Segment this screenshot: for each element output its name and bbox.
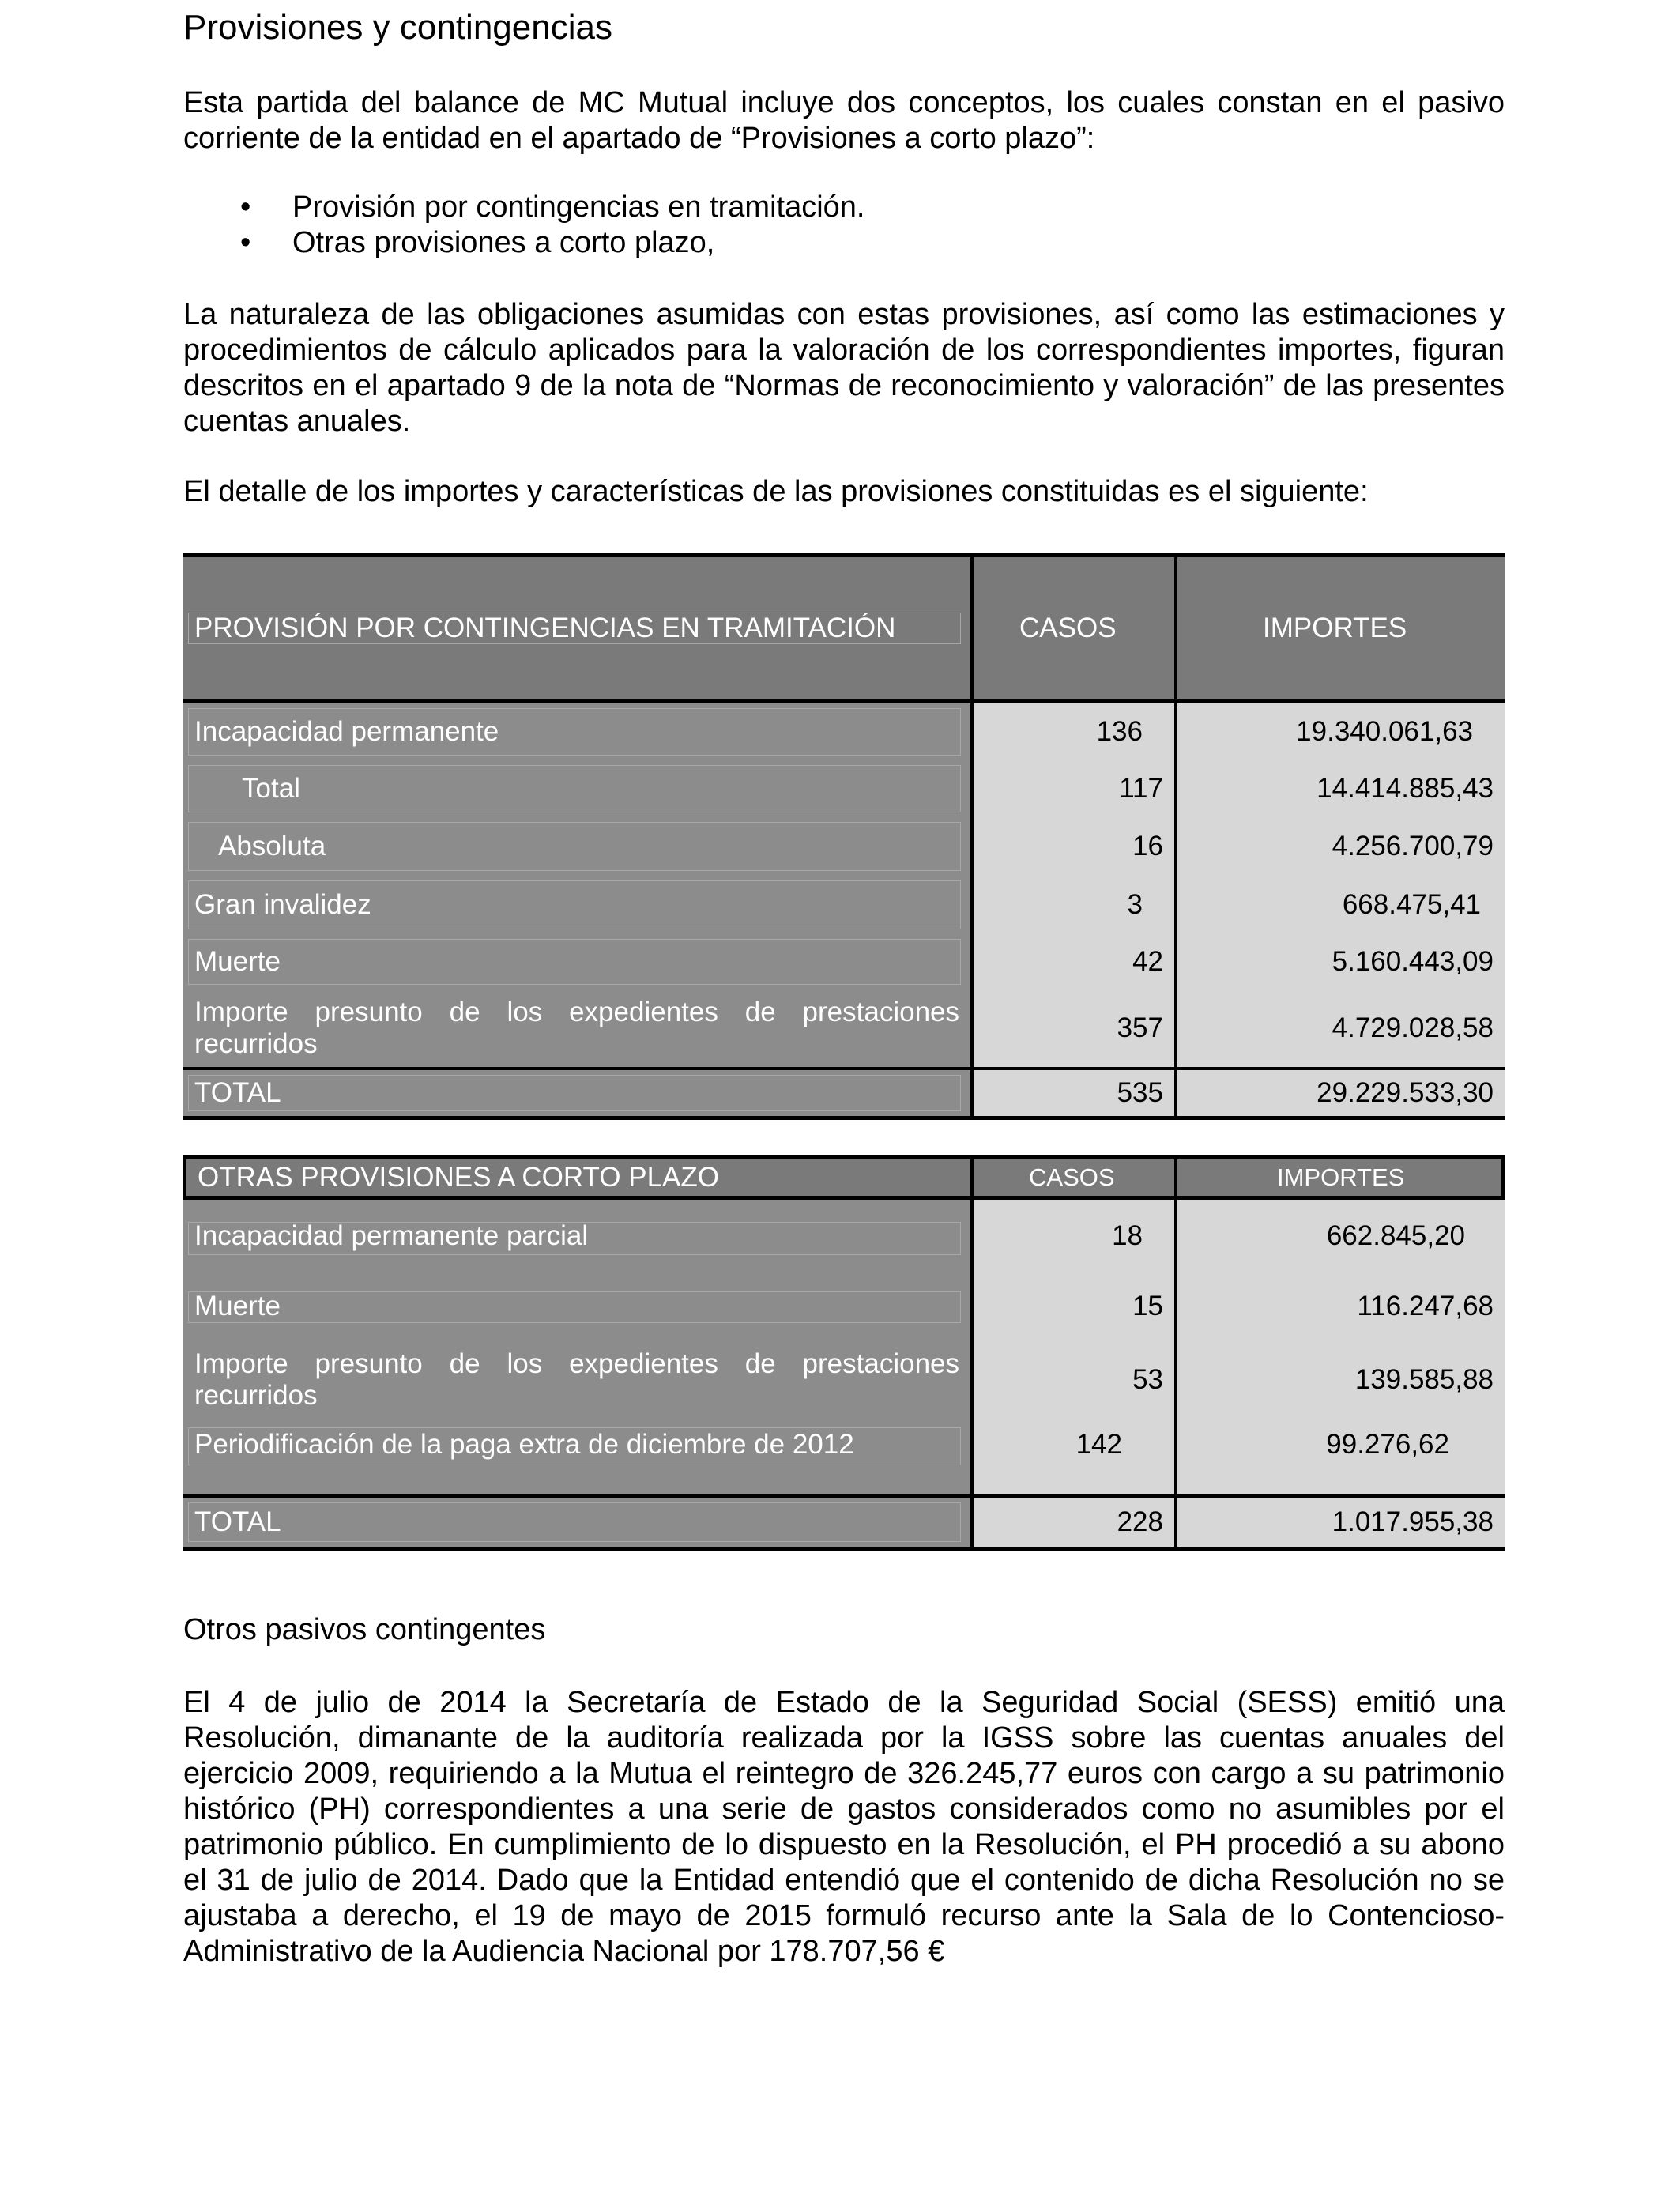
cell-frame [188,1502,961,1542]
row-importe: 116.247,68 [1174,1272,1505,1340]
table-row [183,703,1505,760]
row-importe: 139.585,88 [1174,1340,1505,1419]
header-casos-label: CASOS [1029,1163,1115,1191]
table-row [183,876,1505,934]
table-row [183,760,1505,817]
total-importe: 29.229.533,30 [1174,1070,1505,1116]
contingent-liabilities-paragraph: El 4 de julio de 2014 la Secretaría de Estado de la Seguridad Social (SESS) emitió una Resolución, dimanante de la auditoría realizada por la IGSS sobre las cuentas anuales del ejercicio 2009, requiriendo a la Mutua el reintegro de 326.245,77 euros con cargo a su patrimonio histórico (PH) correspondientes a una serie de gastos considerados como no asumibles por el patrimonio público. En cumplimiento de lo dispuesto en la Resolución, el PH procedió a su abono el 31 de julio de 2014. Dado que la Entidad entendió que el contenido de dicha Resolución no se ajustaba a derecho, el 19 de mayo de 2015 formuló recurso ante la Sala de lo Contencioso-Administrativo de la Audiencia Nacional por 178.707,56 € [183,1686,1505,1968]
bullet-icon: • [240,226,251,259]
header-concept [186,1159,970,1196]
intro-paragraph: Esta partida del balance de MC Mutual incluye dos conceptos, los cuales constan en el pasivo corriente de la entidad en el apartado de “Provisiones a corto plazo”: [183,86,1505,155]
total-casos: 535 [970,1070,1174,1116]
row-label-cell [183,1200,970,1272]
table-row [183,1272,1505,1340]
row-label: Incapacidad permanente parcial [194,1220,589,1251]
header-concept [183,557,970,699]
row-importe: 662.845,20 [1174,1200,1505,1272]
table-row [183,1340,1505,1419]
table-row [183,990,1505,1070]
row-importe: 668.475,41 [1174,876,1505,934]
row-casos: 357 [970,990,1174,1067]
row-casos: 18 [970,1200,1174,1272]
header-concept-label: OTRAS PROVISIONES A CORTO PLAZO [198,1162,719,1193]
list-item-text: Otras provisiones a corto plazo, [292,226,715,259]
header-casos-label: CASOS [1019,613,1117,643]
table-row [183,817,1505,876]
subsection-title: Otros pasivos contingentes [183,1613,546,1646]
table-row [183,934,1505,990]
cell-frame [188,1075,961,1111]
row-label: Absoluta [218,831,326,861]
row-casos: 3 [970,876,1174,934]
total-label: TOTAL [194,1077,281,1108]
row-casos: 117 [970,760,1174,817]
total-label-cell [183,1070,970,1116]
row-casos: 16 [970,817,1174,876]
table-row [183,1419,1505,1494]
row-label-cell [183,1340,970,1419]
list-item-text: Provisión por contingencias en tramitación. [292,190,865,224]
header-importes-label: IMPORTES [1263,613,1407,643]
detail-paragraph: El detalle de los importes y características de las provisiones constituidas es el siguiente: [183,475,1369,508]
row-label-cell [183,934,970,990]
row-importe: 19.340.061,63 [1174,703,1505,760]
list-item [183,225,865,261]
nature-paragraph: La naturaleza de las obligaciones asumidas con estas provisiones, así como las estimaciones y procedimientos de cálculo aplicados para la valoración de los correspondientes importes, figuran descritos en el apartado 9 de la nota de “Normas de reconocimiento y valoración” de las presentes cuentas anuales. [183,298,1505,438]
row-label: Muerte [194,946,281,977]
row-importe: 14.414.885,43 [1174,760,1505,817]
row-label: Periodificación de la paga extra de diciembre de 2012 [194,1429,854,1460]
cell-frame [188,939,961,985]
provision-concepts-list [183,190,865,261]
row-label: Incapacidad permanente [194,716,499,747]
row-casos: 53 [970,1340,1174,1419]
total-label-cell [183,1498,970,1547]
row-casos: 142 [970,1419,1174,1494]
row-label: Importe presunto de los expedientes de prestaciones recurridos [194,997,959,1059]
header-importes-label: IMPORTES [1277,1163,1405,1191]
bullet-icon: • [240,190,251,224]
row-importe: 5.160.443,09 [1174,934,1505,990]
row-label-cell [183,703,970,760]
cell-frame [188,765,961,812]
total-casos: 228 [970,1498,1174,1547]
total-importe: 1.017.955,38 [1174,1498,1505,1547]
table-header-row [183,553,1505,703]
header-concept-label: PROVISIÓN POR CONTINGENCIAS EN TRAMITACIÓN [194,613,896,643]
cell-frame [188,1291,961,1323]
header-importes [1174,1159,1501,1196]
row-label: Importe presunto de los expedientes de prestaciones recurridos [194,1348,959,1411]
header-casos [970,557,1174,699]
row-casos: 42 [970,934,1174,990]
row-label-cell [183,760,970,817]
row-casos: 15 [970,1272,1174,1340]
row-importe: 99.276,62 [1174,1419,1505,1494]
header-importes [1174,557,1505,699]
row-label: Gran invalidez [194,889,371,920]
row-label-cell [183,1419,970,1494]
row-label-cell [183,1272,970,1340]
row-casos: 136 [970,703,1174,760]
row-label: Total [242,773,300,804]
row-importe: 4.729.028,58 [1174,990,1505,1067]
row-label: Muerte [194,1291,281,1321]
contingencies-table [183,553,1505,1120]
table-row [183,1200,1505,1272]
section-title: Provisiones y contingencias [183,8,612,47]
header-casos [970,1159,1174,1196]
row-importe: 4.256.700,79 [1174,817,1505,876]
row-label-cell [183,990,970,1067]
table-total-row [183,1494,1505,1551]
table-total-row [183,1070,1505,1120]
row-label-cell [183,817,970,876]
list-item [183,190,865,225]
row-label-cell [183,876,970,934]
other-provisions-table [183,1155,1505,1551]
table-header-row [183,1155,1505,1200]
total-label: TOTAL [194,1506,281,1537]
